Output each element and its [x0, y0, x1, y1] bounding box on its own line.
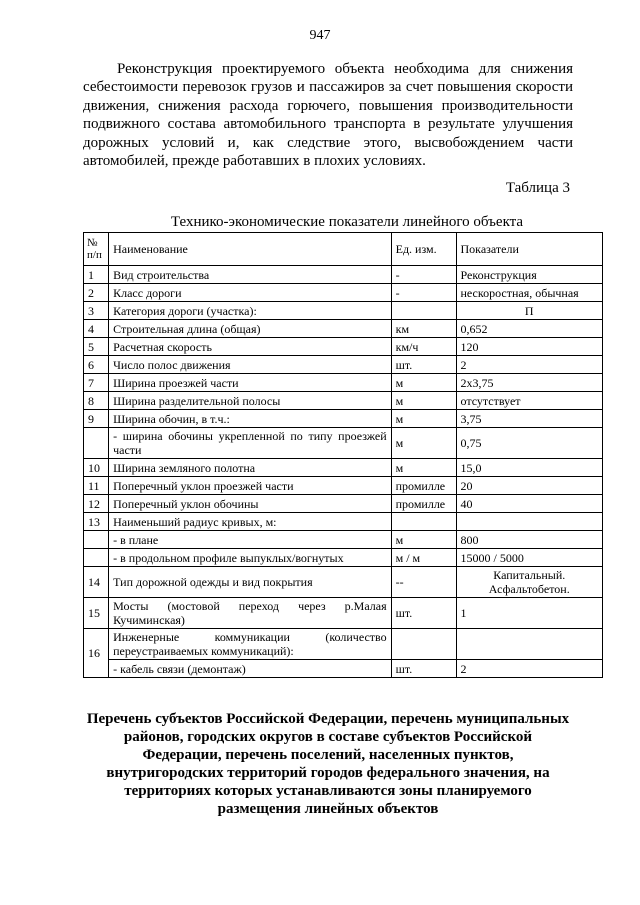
cell-num: 6: [84, 356, 109, 374]
cell-num: 11: [84, 477, 109, 495]
cell-name: Поперечный уклон обочины: [109, 495, 392, 513]
cell-value: нескоростная, обычная: [456, 284, 603, 302]
cell-name: Класс дороги: [109, 284, 392, 302]
table-row: [84, 513, 603, 531]
cell-value: 2х3,75: [456, 374, 603, 392]
header-value: Показатели: [456, 233, 603, 266]
cell-value: [456, 513, 603, 531]
section-heading: Перечень субъектов Российской Федерации, перечень муниципальных районов, городских округов в составе субъектов Российской Федерации, перечень поселений, населенных пунктов, внутригородских территорий городов федерального значения, на территориях которых устанавливаются зоны планируемого размещения линейных объектов: [86, 711, 570, 817]
cell-num: [84, 428, 109, 459]
table-row: [84, 459, 603, 477]
cell-name: - в плане: [109, 531, 392, 549]
cell-unit: промилле: [391, 477, 456, 495]
table-row: [84, 320, 603, 338]
cell-num: 10: [84, 459, 109, 477]
cell-value: 800: [456, 531, 603, 549]
cell-name: Тип дорожной одежды и вид покрытия: [109, 567, 392, 598]
table-row: [84, 629, 603, 660]
table-row: [84, 477, 603, 495]
cell-value: 2: [456, 660, 603, 678]
cell-name: Ширина проезжей части: [109, 374, 392, 392]
cell-unit: м: [391, 374, 456, 392]
cell-unit: м / м: [391, 549, 456, 567]
cell-num: [84, 549, 109, 567]
cell-unit: шт.: [391, 660, 456, 678]
cell-unit: [391, 513, 456, 531]
cell-num: 3: [84, 302, 109, 320]
cell-num: 8: [84, 392, 109, 410]
cell-value: 2: [456, 356, 603, 374]
cell-unit: -: [391, 284, 456, 302]
cell-unit: м: [391, 531, 456, 549]
cell-unit: [391, 629, 456, 660]
cell-unit: -: [391, 266, 456, 284]
cell-unit: [391, 302, 456, 320]
cell-name: Расчетная скорость: [109, 338, 392, 356]
table-row: [84, 660, 603, 678]
cell-value: 3,75: [456, 410, 603, 428]
cell-num: 1: [84, 266, 109, 284]
cell-value: [456, 629, 603, 660]
cell-value: Реконструкция: [456, 266, 603, 284]
cell-name: Ширина обочин, в т.ч.:: [109, 410, 392, 428]
cell-num: 4: [84, 320, 109, 338]
cell-value: Капитальный. Асфальтобетон.: [456, 567, 603, 598]
cell-num: 14: [84, 567, 109, 598]
cell-num: 2: [84, 284, 109, 302]
cell-name: Число полос движения: [109, 356, 392, 374]
cell-unit: м: [391, 459, 456, 477]
cell-unit: м: [391, 392, 456, 410]
table-title: Технико-экономические показатели линейного объекта: [170, 214, 524, 230]
table-row: [84, 567, 603, 598]
cell-value: 40: [456, 495, 603, 513]
cell-value: 0,75: [456, 428, 603, 459]
header-unit: Ед. изм.: [391, 233, 456, 266]
cell-value: 120: [456, 338, 603, 356]
table-header-row: [84, 233, 603, 266]
cell-value: 20: [456, 477, 603, 495]
cell-value: отсутствует: [456, 392, 603, 410]
table-row: [84, 531, 603, 549]
cell-name: Ширина земляного полотна: [109, 459, 392, 477]
table-row: [84, 598, 603, 629]
cell-name: Категория дороги (участка):: [109, 302, 392, 320]
table-row: [84, 356, 603, 374]
table-row: [84, 392, 603, 410]
table-row: [84, 338, 603, 356]
cell-unit: м: [391, 428, 456, 459]
cell-num: [84, 531, 109, 549]
cell-name: Вид строительства: [109, 266, 392, 284]
cell-name: - в продольном профиле выпуклых/вогнутых: [109, 549, 392, 567]
table-row: [84, 302, 603, 320]
cell-unit: км: [391, 320, 456, 338]
table-label: Таблица 3: [505, 180, 570, 196]
cell-unit: --: [391, 567, 456, 598]
cell-value: 15000 / 5000: [456, 549, 603, 567]
cell-unit: км/ч: [391, 338, 456, 356]
cell-name: Ширина разделительной полосы: [109, 392, 392, 410]
cell-name: Мосты (мостовой переход через р.Малая Кучиминская): [109, 598, 392, 629]
cell-unit: промилле: [391, 495, 456, 513]
cell-name: Наименьший радиус кривых, м:: [109, 513, 392, 531]
cell-num: 9: [84, 410, 109, 428]
cell-num: 13: [84, 513, 109, 531]
header-num: № п/п: [84, 233, 109, 266]
cell-value: 0,652: [456, 320, 603, 338]
table-row: [84, 284, 603, 302]
cell-name: Поперечный уклон проезжей части: [109, 477, 392, 495]
table-row: [84, 374, 603, 392]
cell-name: Строительная длина (общая): [109, 320, 392, 338]
cell-num: 16: [84, 629, 109, 678]
table-row: [84, 266, 603, 284]
cell-name: Инженерные коммуникации (количество переустраиваемых коммуникаций):: [109, 629, 392, 660]
cell-value: 1: [456, 598, 603, 629]
table-row: [84, 549, 603, 567]
cell-unit: м: [391, 410, 456, 428]
cell-name: - кабель связи (демонтаж): [109, 660, 392, 678]
page-number: 947: [309, 28, 331, 43]
cell-num: 15: [84, 598, 109, 629]
cell-unit: шт.: [391, 598, 456, 629]
table-row: [84, 428, 603, 459]
table-row: [84, 410, 603, 428]
cell-num: 5: [84, 338, 109, 356]
cell-num: 7: [84, 374, 109, 392]
cell-num: 12: [84, 495, 109, 513]
cell-value: П: [456, 302, 603, 320]
cell-unit: шт.: [391, 356, 456, 374]
tech-econ-table: [83, 232, 603, 678]
cell-name: - ширина обочины укрепленной по типу проезжей части: [109, 428, 392, 459]
cell-value: 15,0: [456, 459, 603, 477]
table-row: [84, 495, 603, 513]
intro-paragraph: Реконструкция проектируемого объекта необходима для снижения себестоимости перевозок грузов и пассажиров за счет повышения скорости движения, снижения расхода горючего, повышения производительности подвижного состава автомобильного транспорта в результате улучшения дорожных условий и, как следствие этого, высвобождением части автомобилей, прежде работавших в плохих условиях.: [83, 61, 573, 170]
header-name: Наименование: [109, 233, 392, 266]
